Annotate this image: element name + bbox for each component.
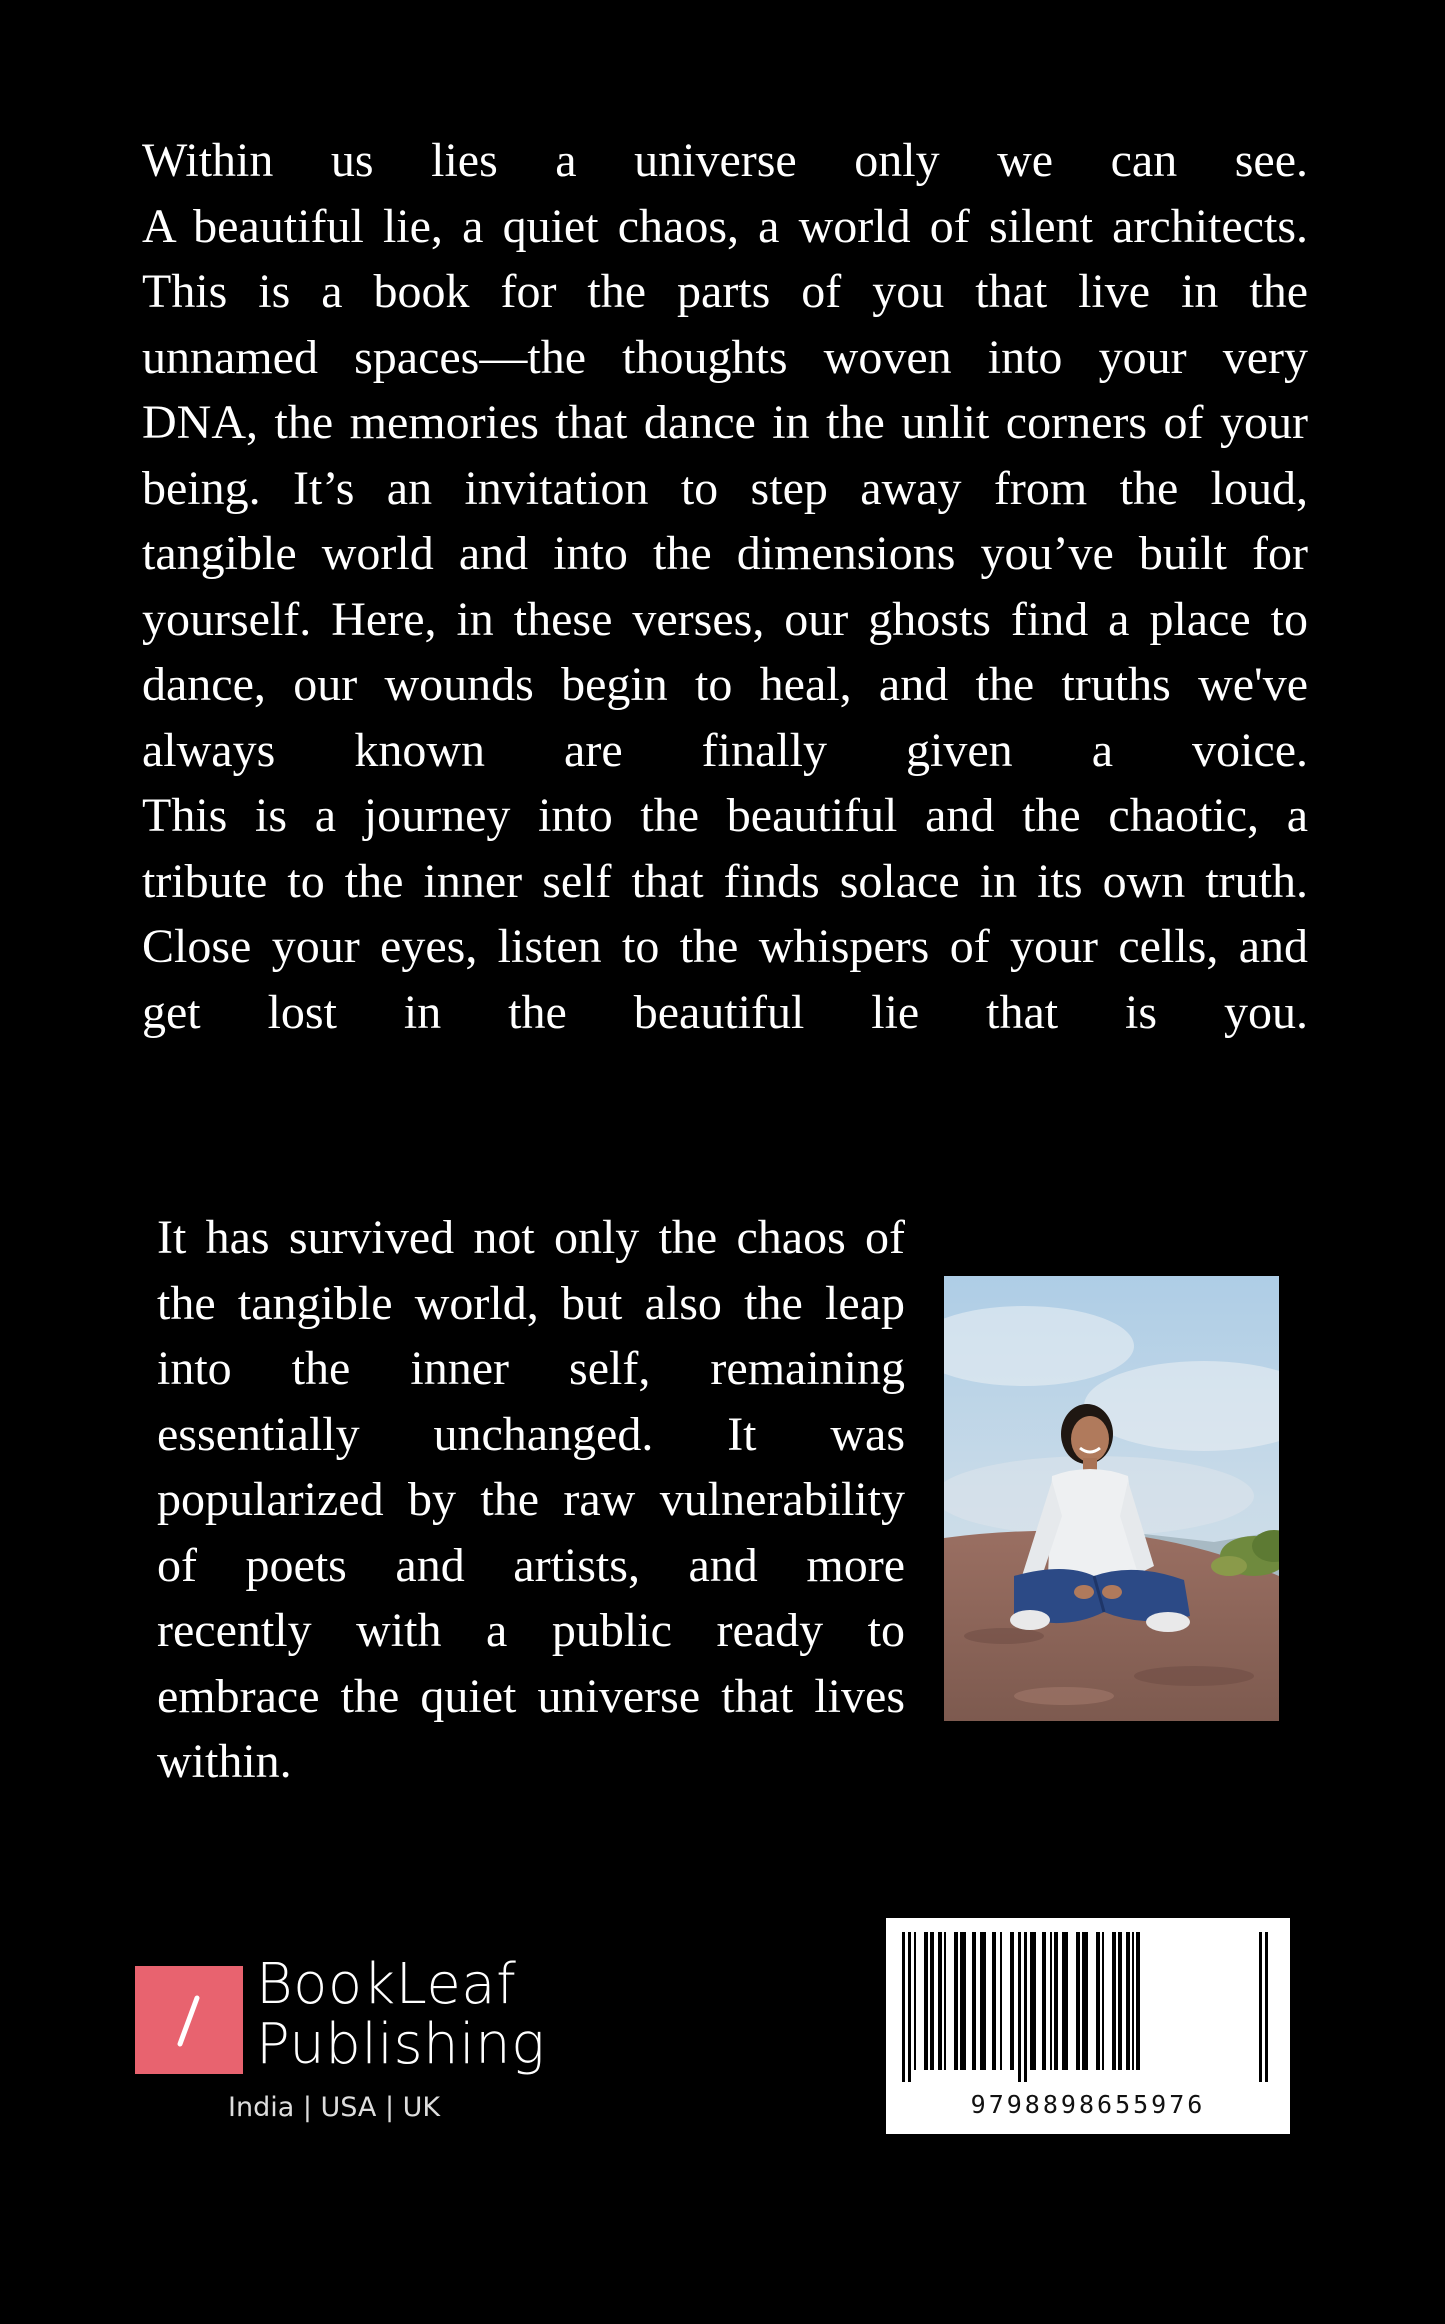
bio-line: recently with a public ready to [157, 1604, 905, 1657]
blurb-line: Within us lies a universe only we can see. [142, 134, 1308, 187]
barcode-bar [924, 1932, 928, 2070]
barcode-bar [1096, 1932, 1100, 2070]
barcode-bar [1010, 1932, 1014, 2070]
barcode-bar [1030, 1932, 1036, 2070]
blurb-line: get lost in the beautiful lie that is you. [142, 985, 1308, 1039]
barcode-bar [1076, 1932, 1080, 2070]
blurb-line: dance, our wounds begin to heal, and the truths we've [142, 658, 1308, 711]
barcode-bar [980, 1932, 986, 2070]
barcode-bar [1118, 1932, 1122, 2070]
barcode-bar [1062, 1932, 1068, 2070]
barcode-bar [992, 1932, 996, 2070]
barcode-bar [902, 1932, 905, 2082]
book-blurb [142, 128, 1308, 1045]
blurb-line: tribute to the inner self that finds solace in its own truth. [142, 854, 1308, 908]
barcode-bar [1024, 1932, 1027, 2082]
barcode-bars [902, 1932, 1274, 2082]
blurb-line: This is a journey into the beautiful and the chaotic, a [142, 789, 1308, 842]
blurb-line: tangible world and into the dimensions you’ve built for [142, 527, 1308, 580]
publisher-regions: India | USA | UK [228, 2092, 441, 2123]
barcode-bar [1259, 1932, 1262, 2082]
blurb-line: A beautiful lie, a quiet chaos, a world of silent architects. [142, 199, 1308, 253]
author-photo [944, 1276, 1279, 1721]
blurb-line: unnamed spaces—the thoughts woven into your very [142, 330, 1308, 384]
barcode-bar [960, 1932, 966, 2070]
blurb-line: DNA, the memories that dance in the unlit corners of your [142, 396, 1308, 449]
barcode-bar [1082, 1932, 1088, 2070]
blurb-line: Close your eyes, listen to the whispers of your cells, and [142, 920, 1308, 973]
barcode-bar [1054, 1932, 1058, 2070]
bookleaf-logo-icon [135, 1966, 243, 2074]
bio-line: essentially unchanged. It was [157, 1407, 905, 1461]
publisher-name-line1: BookLeaf [256, 1952, 517, 2017]
isbn-number: 9798898655976 [970, 2090, 1206, 2119]
barcode-bar [1132, 1932, 1134, 2070]
bio-line: It has survived not only the chaos of [157, 1211, 905, 1264]
barcode-bar [930, 1932, 934, 2070]
barcode-bar [1000, 1932, 1002, 2070]
barcode-bar [1136, 1932, 1140, 2070]
barcode-bar [1050, 1932, 1052, 2070]
barcode-bar [1018, 1932, 1021, 2082]
barcode-bar [954, 1932, 958, 2070]
barcode-bar [1102, 1932, 1104, 2070]
barcode-bar [1126, 1932, 1130, 2070]
bio-line: the tangible world, but also the leap [157, 1276, 905, 1330]
barcode-bar [1042, 1932, 1046, 2070]
blurb-line: yourself. Here, in these verses, our ghosts find a place to [142, 592, 1308, 646]
barcode-bar [944, 1932, 946, 2070]
publisher-name-line2: Publishing [256, 2012, 546, 2077]
bio-line: into the inner self, remaining [157, 1342, 905, 1395]
bio-line: within. [157, 1735, 292, 1788]
bio-line: popularized by the raw vulnerability [157, 1473, 905, 1526]
blurb-line: This is a book for the parts of you that live in the [142, 265, 1308, 318]
barcode-bar [972, 1932, 976, 2070]
blurb-line: being. It’s an invitation to step away from the loud, [142, 461, 1308, 515]
barcode-bar [914, 1932, 916, 2070]
barcode-bar [938, 1932, 942, 2070]
bio-line: of poets and artists, and more [157, 1538, 905, 1592]
publisher-name [256, 1952, 546, 2077]
barcode-bar [1265, 1932, 1268, 2082]
bio-line: embrace the quiet universe that lives [157, 1669, 905, 1723]
isbn-barcode [886, 1918, 1290, 2134]
author-bio [157, 1205, 905, 1795]
barcode-bar [1112, 1932, 1116, 2070]
barcode-bar [908, 1932, 911, 2082]
blurb-line: always known are finally given a voice. [142, 723, 1308, 777]
